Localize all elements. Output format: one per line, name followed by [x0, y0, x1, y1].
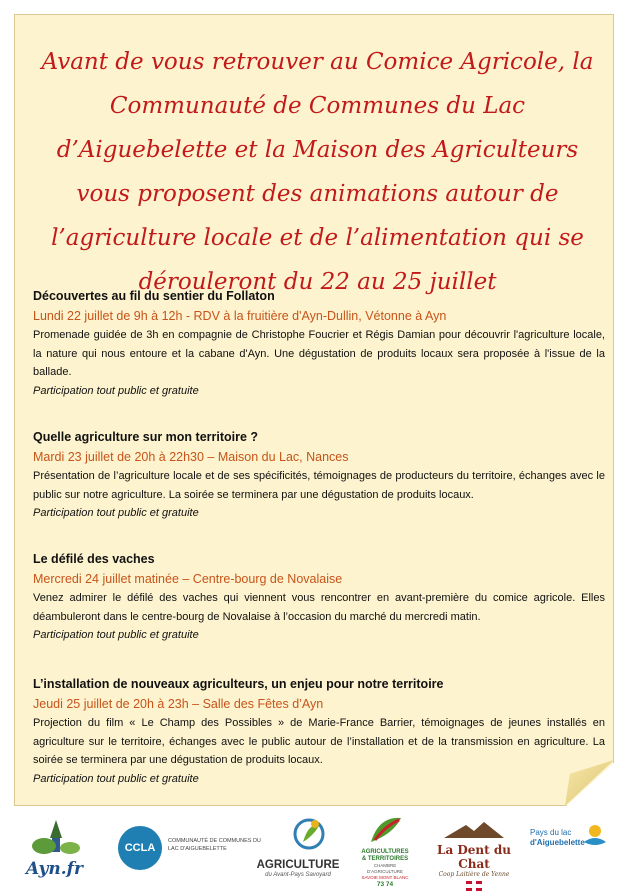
chambre-leaf-icon [365, 814, 405, 844]
flyer-headline: Avant de vous retrouver au Comice Agricole, la Communauté de Communes du Lac d’Aiguebelette et la Maison des Agriculteurs vous proposent des animations autour de l’agriculture locale et de l’alimentation qui se dérouleront du 22 au 25 juillet [41, 49, 594, 295]
event-section [33, 427, 605, 523]
event-title: L’installation de nouveaux agriculteurs, un enjeu pour notre territoire [33, 677, 444, 691]
agriculture-logo-sub: du Avant-Pays Savoyard [265, 872, 331, 878]
event-description: Venez admirer le défilé des vaches qui viennent vous rencontrer en avant-première du comice agricole. Elles déambuleront dans le centre-bourg de Novalaise à l’occasion du marché du mercredi matin. [33, 592, 605, 623]
dent-du-chat-logo [426, 822, 522, 882]
ayn-church-icon [26, 816, 100, 856]
event-description: Promenade guidée de 3h en compagnie de Christophe Foucrier et Régis Damian pour découvrir l'agriculture locale, la nature qui nous entoure et la cabane d'Ayn. Une dégustation de produits locaux sera proposée à l'issue de la ballade. [33, 329, 605, 378]
chambre-logo-line: AGRICULTURES [361, 849, 409, 855]
savoie-flag-icon [466, 881, 482, 891]
pays-logo-line: Pays du lac [530, 828, 572, 837]
pays-logo-emblem-icon [582, 822, 608, 848]
chambre-logo-line: & TERRITOIRES [361, 856, 409, 862]
chambre-logo-line: CHAMBRE D'AGRICULTURE [366, 863, 404, 874]
event-note: Participation tout public et gratuite [33, 384, 199, 397]
event-when: Jeudi 25 juillet de 20h à 23h – Salle des Fêtes d’Ayn [33, 697, 324, 711]
agriculture-leaf-icon [289, 814, 329, 854]
pays-logo-line: d'Aiguebelette [530, 838, 585, 847]
chambre-agriculture-logo [356, 814, 414, 886]
ccla-logo-mark: CCLA [118, 826, 162, 870]
event-description: Projection du film « Le Champ des Possibles » de Marie-France Barrier, témoignages de jeunes installés en agriculture sur le territoire, échanges avec le public autour de l’installation et de la transmission en agriculture. La soirée se terminera par une dégustation de produits locaux. [33, 717, 605, 766]
event-title: Le défilé des vaches [33, 552, 155, 566]
ayn-logo [26, 816, 100, 882]
event-note: Participation tout public et gratuite [33, 772, 199, 785]
event-note: Participation tout public et gratuite [33, 629, 199, 641]
chambre-logo-line: SAVOIE MONT BLANC [361, 875, 409, 880]
event-description: Présentation de l’agriculture locale et de ses spécificités, témoignages de producteurs du territoire, échanges avec le public sur notre agriculture. La soirée se terminera par une dégustation de produits locaux. [33, 470, 605, 501]
event-when: Mercredi 24 juillet matinée – Centre-bourg de Novalaise [33, 572, 343, 586]
pays-lac-aiguebelette-logo [530, 828, 610, 878]
chambre-logo-number: 73 74 [376, 881, 394, 888]
ayn-logo-text: Ayn.fr [26, 859, 83, 879]
partner-logos [0, 812, 633, 893]
mountain-icon [444, 822, 504, 838]
agriculture-logo-text: AGRICULTURE [256, 859, 340, 871]
event-when: Lundi 22 juillet de 9h à 12h - RDV à la fruitière d'Ayn-Dullin, Vétonne à Ayn [33, 309, 447, 323]
dent-du-chat-title: La Dent du Chat [437, 843, 511, 871]
event-when: Mardi 23 juillet de 20h à 22h30 – Maison du Lac, Nances [33, 450, 349, 464]
ccla-logo-line: LAC D'AIGUEBELETTE [168, 846, 227, 852]
agriculture-logo [256, 814, 340, 880]
event-title: Quelle agriculture sur mon territoire ? [33, 430, 259, 444]
event-title: Découvertes au fil du sentier du Follaton [33, 289, 275, 303]
dent-du-chat-sub: Coop Laitière de Yenne [438, 871, 510, 878]
event-note: Participation tout public et gratuite [33, 507, 199, 519]
event-section [33, 674, 605, 788]
event-section [33, 286, 605, 400]
ccla-logo [118, 826, 261, 876]
event-section [33, 549, 605, 645]
ccla-logo-line: COMMUNAUTÉ DE COMMUNES DU [168, 838, 261, 844]
